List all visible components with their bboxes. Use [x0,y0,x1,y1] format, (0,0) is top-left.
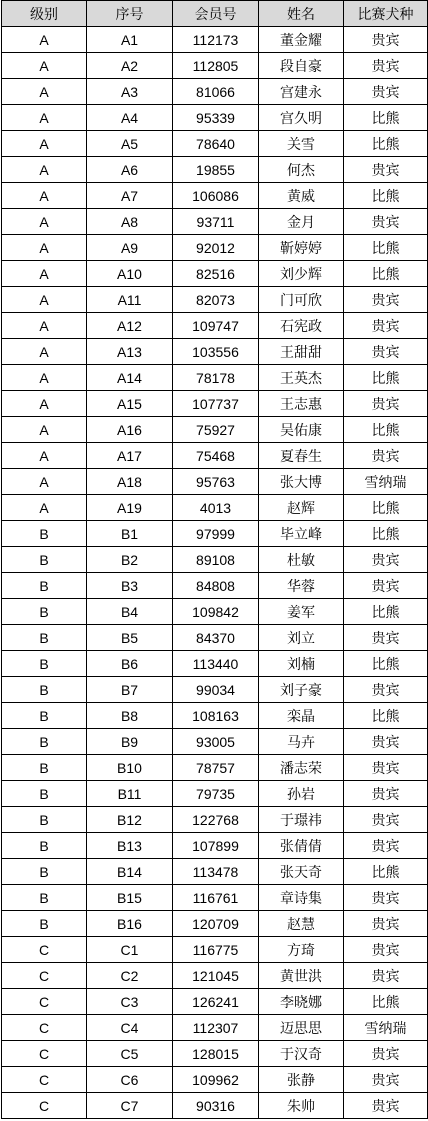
cell-member-id: 103556 [173,339,259,365]
header-row [2,1,428,27]
cell-name: 黄威 [259,183,344,209]
cell-level: A [2,131,87,157]
cell-breed: 贵宾 [344,625,428,651]
cell-name: 门可欣 [259,287,344,313]
cell-level: B [2,833,87,859]
cell-member-id: 122768 [173,807,259,833]
cell-number: A16 [87,417,173,443]
cell-level: A [2,417,87,443]
table-row [2,651,428,677]
cell-breed: 比熊 [344,235,428,261]
cell-member-id: 75927 [173,417,259,443]
cell-breed: 贵宾 [344,1093,428,1119]
cell-number: A11 [87,287,173,313]
cell-name: 栾晶 [259,703,344,729]
cell-name: 石宪政 [259,313,344,339]
cell-member-id: 89108 [173,547,259,573]
cell-number: B16 [87,911,173,937]
table-row [2,183,428,209]
cell-name: 华蓉 [259,573,344,599]
cell-breed: 贵宾 [344,1041,428,1067]
cell-name: 夏春生 [259,443,344,469]
cell-number: A7 [87,183,173,209]
cell-member-id: 128015 [173,1041,259,1067]
table-row [2,313,428,339]
column-header-breed: 比赛犬种 [344,1,428,27]
cell-name: 李晓娜 [259,989,344,1015]
table-body [2,27,428,1119]
cell-breed: 贵宾 [344,729,428,755]
cell-number: B14 [87,859,173,885]
cell-member-id: 84370 [173,625,259,651]
cell-name: 张大博 [259,469,344,495]
cell-name: 章诗集 [259,885,344,911]
cell-name: 宫建永 [259,79,344,105]
cell-breed: 雪纳瑞 [344,469,428,495]
cell-member-id: 106086 [173,183,259,209]
cell-breed: 比熊 [344,105,428,131]
cell-level: B [2,807,87,833]
cell-breed: 贵宾 [344,391,428,417]
cell-name: 张倩倩 [259,833,344,859]
cell-breed: 比熊 [344,495,428,521]
cell-breed: 贵宾 [344,53,428,79]
cell-level: B [2,625,87,651]
cell-name: 姜军 [259,599,344,625]
cell-number: A15 [87,391,173,417]
cell-member-id: 79735 [173,781,259,807]
cell-level: C [2,963,87,989]
cell-member-id: 120709 [173,911,259,937]
cell-level: A [2,287,87,313]
cell-breed: 贵宾 [344,573,428,599]
cell-breed: 贵宾 [344,911,428,937]
cell-breed: 比熊 [344,599,428,625]
cell-member-id: 112805 [173,53,259,79]
table-row [2,261,428,287]
cell-number: A17 [87,443,173,469]
table-row [2,209,428,235]
cell-member-id: 109962 [173,1067,259,1093]
cell-name: 张天奇 [259,859,344,885]
cell-number: C3 [87,989,173,1015]
cell-breed: 贵宾 [344,157,428,183]
cell-number: A12 [87,313,173,339]
member-table [1,0,428,1119]
cell-level: A [2,79,87,105]
cell-name: 赵辉 [259,495,344,521]
table-row [2,963,428,989]
cell-number: B5 [87,625,173,651]
cell-number: B12 [87,807,173,833]
cell-member-id: 107899 [173,833,259,859]
cell-name: 刘楠 [259,651,344,677]
cell-member-id: 78757 [173,755,259,781]
cell-name: 于璟祎 [259,807,344,833]
cell-level: A [2,27,87,53]
table-row [2,365,428,391]
table-row [2,157,428,183]
cell-name: 潘志荣 [259,755,344,781]
cell-member-id: 78178 [173,365,259,391]
cell-member-id: 116761 [173,885,259,911]
cell-number: B8 [87,703,173,729]
table-row [2,79,428,105]
cell-level: A [2,183,87,209]
cell-breed: 比熊 [344,651,428,677]
cell-level: A [2,391,87,417]
cell-level: B [2,547,87,573]
cell-name: 董金耀 [259,27,344,53]
cell-member-id: 108163 [173,703,259,729]
table-row [2,807,428,833]
cell-member-id: 82073 [173,287,259,313]
cell-number: A10 [87,261,173,287]
column-header-number: 序号 [87,1,173,27]
cell-name: 毕立峰 [259,521,344,547]
cell-breed: 贵宾 [344,833,428,859]
column-header-member-id: 会员号 [173,1,259,27]
cell-member-id: 97999 [173,521,259,547]
table-row [2,911,428,937]
cell-level: A [2,235,87,261]
cell-number: A1 [87,27,173,53]
cell-number: A6 [87,157,173,183]
cell-member-id: 109842 [173,599,259,625]
cell-level: B [2,651,87,677]
cell-level: A [2,495,87,521]
cell-number: B6 [87,651,173,677]
table-row [2,443,428,469]
cell-breed: 比熊 [344,131,428,157]
table-row [2,495,428,521]
cell-breed: 贵宾 [344,547,428,573]
cell-member-id: 95339 [173,105,259,131]
cell-breed: 贵宾 [344,339,428,365]
cell-member-id: 107737 [173,391,259,417]
table-row [2,521,428,547]
cell-level: B [2,859,87,885]
cell-name: 杜敏 [259,547,344,573]
cell-breed: 贵宾 [344,287,428,313]
table-row [2,1093,428,1119]
cell-number: A5 [87,131,173,157]
cell-name: 王志惠 [259,391,344,417]
cell-name: 刘子豪 [259,677,344,703]
cell-name: 马卉 [259,729,344,755]
cell-name: 于汉奇 [259,1041,344,1067]
cell-number: C7 [87,1093,173,1119]
cell-level: B [2,781,87,807]
cell-breed: 比熊 [344,859,428,885]
cell-number: B7 [87,677,173,703]
table-row [2,833,428,859]
cell-name: 关雪 [259,131,344,157]
cell-name: 黄世洪 [259,963,344,989]
cell-name: 张静 [259,1067,344,1093]
cell-member-id: 81066 [173,79,259,105]
cell-level: A [2,261,87,287]
cell-number: C4 [87,1015,173,1041]
column-header-level: 级别 [2,1,87,27]
cell-breed: 比熊 [344,703,428,729]
cell-number: A8 [87,209,173,235]
table-row [2,729,428,755]
table-row [2,937,428,963]
cell-level: B [2,729,87,755]
cell-level: B [2,677,87,703]
cell-number: A3 [87,79,173,105]
cell-number: C1 [87,937,173,963]
cell-level: C [2,937,87,963]
cell-breed: 贵宾 [344,807,428,833]
cell-level: C [2,1093,87,1119]
table-row [2,781,428,807]
cell-level: B [2,599,87,625]
cell-breed: 贵宾 [344,209,428,235]
cell-breed: 贵宾 [344,781,428,807]
cell-breed: 比熊 [344,261,428,287]
table-row [2,755,428,781]
table-row [2,417,428,443]
table-row [2,625,428,651]
cell-member-id: 93711 [173,209,259,235]
cell-name: 王甜甜 [259,339,344,365]
cell-name: 刘少辉 [259,261,344,287]
cell-level: C [2,989,87,1015]
cell-number: B1 [87,521,173,547]
cell-name: 段自豪 [259,53,344,79]
cell-number: C2 [87,963,173,989]
cell-breed: 贵宾 [344,443,428,469]
table-row [2,859,428,885]
cell-member-id: 112307 [173,1015,259,1041]
cell-level: B [2,911,87,937]
cell-number: A2 [87,53,173,79]
table-row [2,885,428,911]
cell-member-id: 113440 [173,651,259,677]
cell-breed: 贵宾 [344,27,428,53]
cell-breed: 比熊 [344,183,428,209]
cell-number: B11 [87,781,173,807]
cell-breed: 贵宾 [344,79,428,105]
cell-number: A14 [87,365,173,391]
cell-member-id: 121045 [173,963,259,989]
cell-number: B13 [87,833,173,859]
cell-level: B [2,885,87,911]
cell-level: A [2,157,87,183]
cell-member-id: 19855 [173,157,259,183]
cell-member-id: 75468 [173,443,259,469]
cell-member-id: 116775 [173,937,259,963]
cell-number: C6 [87,1067,173,1093]
cell-breed: 贵宾 [344,755,428,781]
table-row [2,131,428,157]
table-row [2,677,428,703]
table-row [2,287,428,313]
cell-number: A18 [87,469,173,495]
cell-breed: 比熊 [344,365,428,391]
cell-member-id: 99034 [173,677,259,703]
cell-number: B4 [87,599,173,625]
cell-breed: 贵宾 [344,937,428,963]
cell-breed: 贵宾 [344,885,428,911]
table-row [2,1015,428,1041]
table-row [2,1067,428,1093]
cell-number: A19 [87,495,173,521]
cell-name: 靳婷婷 [259,235,344,261]
cell-number: A13 [87,339,173,365]
cell-number: A4 [87,105,173,131]
cell-level: C [2,1067,87,1093]
cell-level: B [2,521,87,547]
cell-member-id: 92012 [173,235,259,261]
cell-level: A [2,313,87,339]
cell-level: A [2,209,87,235]
cell-name: 宫久明 [259,105,344,131]
cell-name: 金月 [259,209,344,235]
cell-breed: 比熊 [344,417,428,443]
cell-breed: 贵宾 [344,963,428,989]
cell-level: A [2,53,87,79]
cell-level: A [2,339,87,365]
table-row [2,27,428,53]
table-row [2,105,428,131]
cell-name: 吴佑康 [259,417,344,443]
table-row [2,547,428,573]
cell-name: 孙岩 [259,781,344,807]
cell-breed: 比熊 [344,521,428,547]
cell-member-id: 113478 [173,859,259,885]
table-row [2,235,428,261]
table-row [2,469,428,495]
cell-member-id: 109747 [173,313,259,339]
table-row [2,573,428,599]
cell-breed: 雪纳瑞 [344,1015,428,1041]
cell-name: 何杰 [259,157,344,183]
cell-member-id: 126241 [173,989,259,1015]
table-row [2,391,428,417]
cell-level: C [2,1015,87,1041]
cell-name: 刘立 [259,625,344,651]
cell-level: A [2,105,87,131]
cell-number: B2 [87,547,173,573]
cell-level: B [2,755,87,781]
cell-member-id: 90316 [173,1093,259,1119]
cell-member-id: 4013 [173,495,259,521]
cell-member-id: 95763 [173,469,259,495]
cell-number: B15 [87,885,173,911]
table-row [2,53,428,79]
cell-name: 方琦 [259,937,344,963]
cell-name: 迈思思 [259,1015,344,1041]
cell-member-id: 84808 [173,573,259,599]
column-header-name: 姓名 [259,1,344,27]
cell-breed: 贵宾 [344,1067,428,1093]
cell-name: 赵慧 [259,911,344,937]
cell-member-id: 93005 [173,729,259,755]
table-row [2,989,428,1015]
cell-breed: 比熊 [344,989,428,1015]
cell-number: A9 [87,235,173,261]
cell-member-id: 82516 [173,261,259,287]
table-row [2,1041,428,1067]
cell-level: A [2,365,87,391]
cell-number: B9 [87,729,173,755]
cell-breed: 贵宾 [344,677,428,703]
cell-member-id: 78640 [173,131,259,157]
cell-level: C [2,1041,87,1067]
cell-level: B [2,703,87,729]
cell-member-id: 112173 [173,27,259,53]
cell-level: A [2,443,87,469]
table-row [2,599,428,625]
cell-number: B10 [87,755,173,781]
table-row [2,703,428,729]
cell-number: B3 [87,573,173,599]
cell-level: A [2,469,87,495]
cell-name: 王英杰 [259,365,344,391]
cell-number: C5 [87,1041,173,1067]
cell-breed: 贵宾 [344,313,428,339]
cell-name: 朱帅 [259,1093,344,1119]
cell-level: B [2,573,87,599]
table-row [2,339,428,365]
